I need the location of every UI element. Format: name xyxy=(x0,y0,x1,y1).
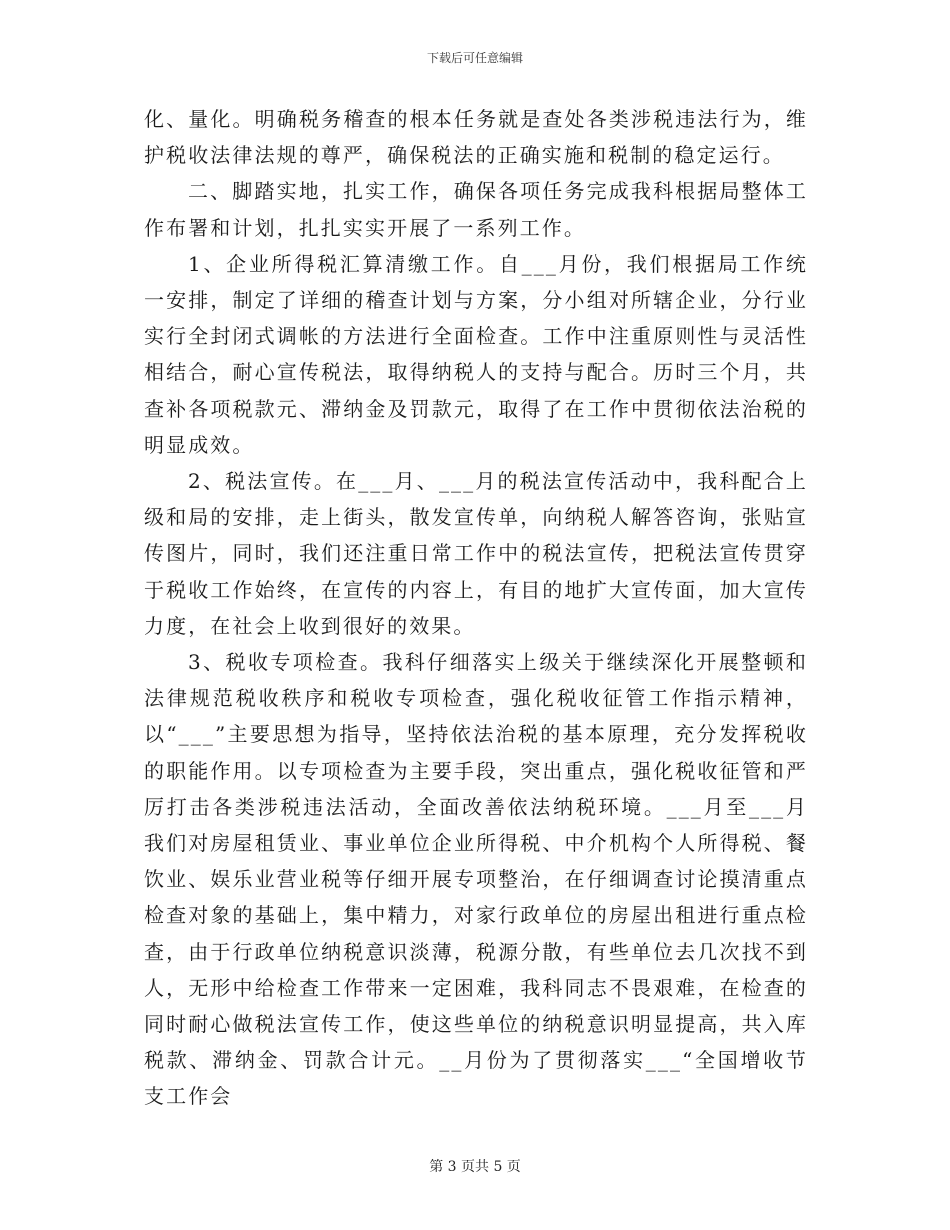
paragraph-continuation: 化、量化。明确税务稽查的根本任务就是查处各类涉税违法行为，维护税收法律法规的尊严，确保税法的正确实施和税制的稳定运行。 xyxy=(144,107,808,168)
paragraph-item-2: 2、税法宣传。在___月、___月的税法宣传活动中，我科配合上级和局的安排，走上街头，散发宣传单，向纳税人解答咨询，张贴宣传图片，同时，我们还注重日常工作中的税法宣传，把税法宣传贯穿于税收工作始终，在宣传的内容上，有目的地扩大宣传面，加大宣传力度，在社会上收到很好的效果。 xyxy=(144,469,808,638)
page-header-note: 下载后可任意编辑 xyxy=(426,51,523,65)
paragraph-item-3: 3、税收专项检查。我科仔细落实上级关于继续深化开展整顿和法律规范税收秩序和税收专项检查，强化税收征管工作指示精神，以“___”主要思想为指导，坚持依法治税的基本原理，充分发挥税收的职能作用。以专项检查为主要手段，突出重点，强化税收征管和严厉打击各类涉税违法活动，全面改善依法纳税环境。___月至___月我们对房屋租赁业、事业单位企业所得税、中介机构个人所得税、餐饮业、娱乐业营业税等仔细开展专项整治，在仔细调查讨论摸清重点检查对象的基础上，集中精力，对家行政单位的房屋出租进行重点检查，由于行政单位纳税意识淡薄，税源分散，有些单位去几次找不到人，无形中给检查工作带来一定困难，我科同志不畏艰难，在检查的同时耐心做税法宣传工作，使这些单位的纳税意识明显提高，共入库税款、滞纳金、罚款合计元。__月份为了贯彻落实___“全国增收节支工作会 xyxy=(144,650,808,1109)
document-body xyxy=(144,101,808,1115)
paragraph-item-1: 1、企业所得税汇算清缴工作。自___月份，我们根据局工作统一安排，制定了详细的稽查计划与方案，分小组对所辖企业，分行业实行全封闭式调帐的方法进行全面检查。工作中注重原则性与灵活性相结合，耐心宣传税法，取得纳税人的支持与配合。历时三个月，共查补各项税款元、滞纳金及罚款元，取得了在工作中贯彻依法治税的明显成效。 xyxy=(144,251,808,457)
paragraph-section-two: 二、脚踏实地，扎实工作，确保各项任务完成我科根据局整体工作布署和计划，扎扎实实开展了一系列工作。 xyxy=(144,179,808,240)
page-number-footer: 第 3 页共 5 页 xyxy=(429,1159,521,1175)
